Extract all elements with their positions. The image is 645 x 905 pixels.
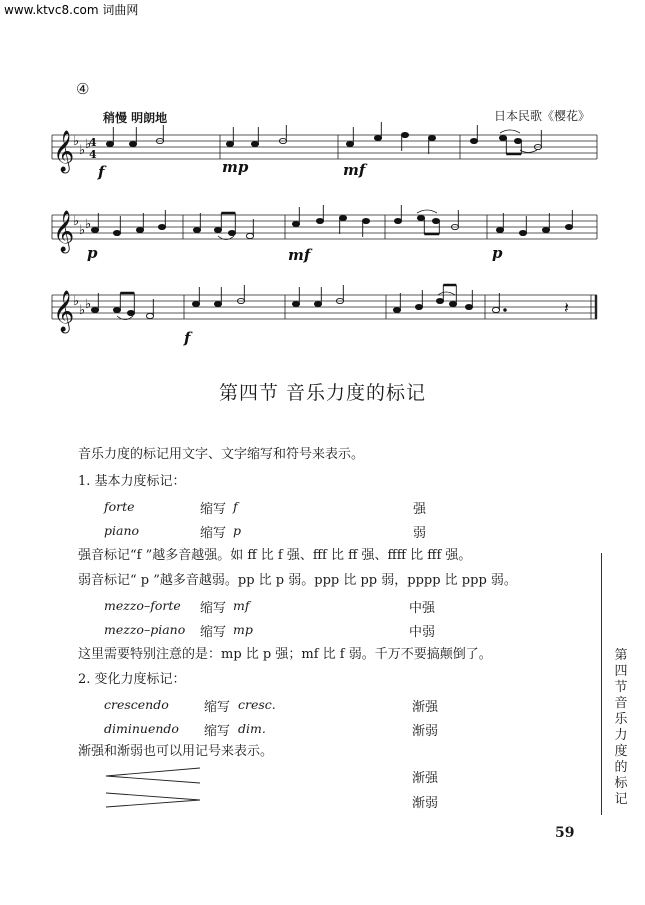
svg-text:4: 4 xyxy=(89,148,97,161)
svg-text:♭: ♭ xyxy=(85,297,92,312)
dynamic-p-1: p xyxy=(87,244,98,262)
abbr-cresc: cresc. xyxy=(238,697,276,712)
svg-text:♭: ♭ xyxy=(79,223,86,238)
caution-note: 这里需要特别注意的是：mp 比 p 强；mf 比 f 弱。千万不要搞颠倒了。 xyxy=(78,647,492,662)
meaning-crescendo: 渐强 xyxy=(412,700,439,715)
meaning-crescendo-symbol: 渐强 xyxy=(412,771,439,786)
abbr-label: 缩写 xyxy=(200,526,227,541)
strong-note: 强音标记“f ”越多音越强。如 ff 比 f 强、fff 比 ff 强、ffff 比 fff 强。 xyxy=(78,548,472,563)
meaning-mezzo-weak: 中弱 xyxy=(409,625,436,640)
meaning-diminuendo-symbol: 渐弱 xyxy=(412,796,439,811)
crescendo-hairpin-icon xyxy=(106,768,200,783)
term-forte: forte xyxy=(104,499,135,514)
svg-text:♭: ♭ xyxy=(73,214,80,229)
page-number: 59 xyxy=(555,825,575,841)
quarter-rest-icon: 𝄽 xyxy=(564,298,569,317)
svg-text:4: 4 xyxy=(89,136,97,149)
meaning-weak: 弱 xyxy=(413,526,427,541)
change-heading: 2. 变化力度标记： xyxy=(78,672,186,687)
treble-clef-icon: 𝄞 xyxy=(53,131,75,172)
svg-text:♭: ♭ xyxy=(79,303,86,318)
section-title: 第四节 音乐力度的标记 xyxy=(218,382,427,404)
svg-text:♭: ♭ xyxy=(73,294,80,309)
svg-text:♭: ♭ xyxy=(85,137,92,152)
dynamic-mf-2: mf xyxy=(288,246,311,264)
watermark: www.ktvc8.com 词曲网 xyxy=(4,3,139,17)
hairpin-symbols xyxy=(100,765,210,810)
abbr-label: 缩写 xyxy=(204,700,231,715)
term-piano: piano xyxy=(104,523,140,538)
side-divider xyxy=(601,553,602,815)
song-source: 日本民歌《樱花》 xyxy=(494,109,591,123)
notes-line-2 xyxy=(91,205,572,239)
svg-text:♭: ♭ xyxy=(79,143,86,158)
meaning-diminuendo: 渐弱 xyxy=(412,724,439,739)
dynamic-p-2: p xyxy=(492,244,503,262)
diminuendo-hairpin-icon xyxy=(106,793,200,807)
abbr-label: 缩写 xyxy=(200,502,227,517)
abbr-label: 缩写 xyxy=(200,601,227,616)
abbr-label: 缩写 xyxy=(204,724,231,739)
example-number: ④ xyxy=(76,80,90,98)
dynamic-mf-1: mf xyxy=(343,161,366,179)
svg-text:𝄞: 𝄞 xyxy=(53,211,75,252)
dynamic-f-2: f xyxy=(184,329,191,347)
meaning-strong: 强 xyxy=(413,502,427,517)
svg-text:♭: ♭ xyxy=(85,217,92,232)
term-diminuendo: diminuendo xyxy=(104,721,179,736)
symbol-note: 渐强和渐弱也可以用记号来表示。 xyxy=(78,744,274,759)
staff-line-1 xyxy=(0,125,645,185)
abbr-mf: mf xyxy=(233,598,250,613)
svg-text:𝄞: 𝄞 xyxy=(53,291,75,332)
tempo-marking: 稍慢 明朗地 xyxy=(103,111,168,125)
meaning-mezzo-strong: 中强 xyxy=(409,601,436,616)
notes-line-3 xyxy=(91,285,506,319)
term-mezzo-piano: mezzo–piano xyxy=(104,622,186,637)
abbr-dim: dim. xyxy=(238,721,266,736)
term-mezzo-forte: mezzo–forte xyxy=(104,598,181,613)
abbr-mp: mp xyxy=(233,622,253,637)
side-chapter-label: 第四节 音乐力度的标记 xyxy=(614,648,628,807)
dynamic-mp-1: mp xyxy=(222,158,249,176)
staff-line-2 xyxy=(0,205,645,265)
svg-text:♭: ♭ xyxy=(73,134,80,149)
abbr-f: f xyxy=(233,499,238,514)
staff-line-3 xyxy=(0,285,645,350)
abbr-label: 缩写 xyxy=(200,625,227,640)
basic-heading: 1. 基本力度标记： xyxy=(78,474,186,489)
abbr-p: p xyxy=(233,523,242,538)
intro-text: 音乐力度的标记用文字、文字缩写和符号来表示。 xyxy=(78,447,365,462)
dynamic-f-1: f xyxy=(98,163,105,181)
weak-note: 弱音标记“ p ”越多音越弱。pp 比 p 弱。ppp 比 pp 弱，pppp 比 ppp 弱。 xyxy=(78,573,517,588)
term-crescendo: crescendo xyxy=(104,697,169,712)
notes-line-1 xyxy=(106,122,541,154)
